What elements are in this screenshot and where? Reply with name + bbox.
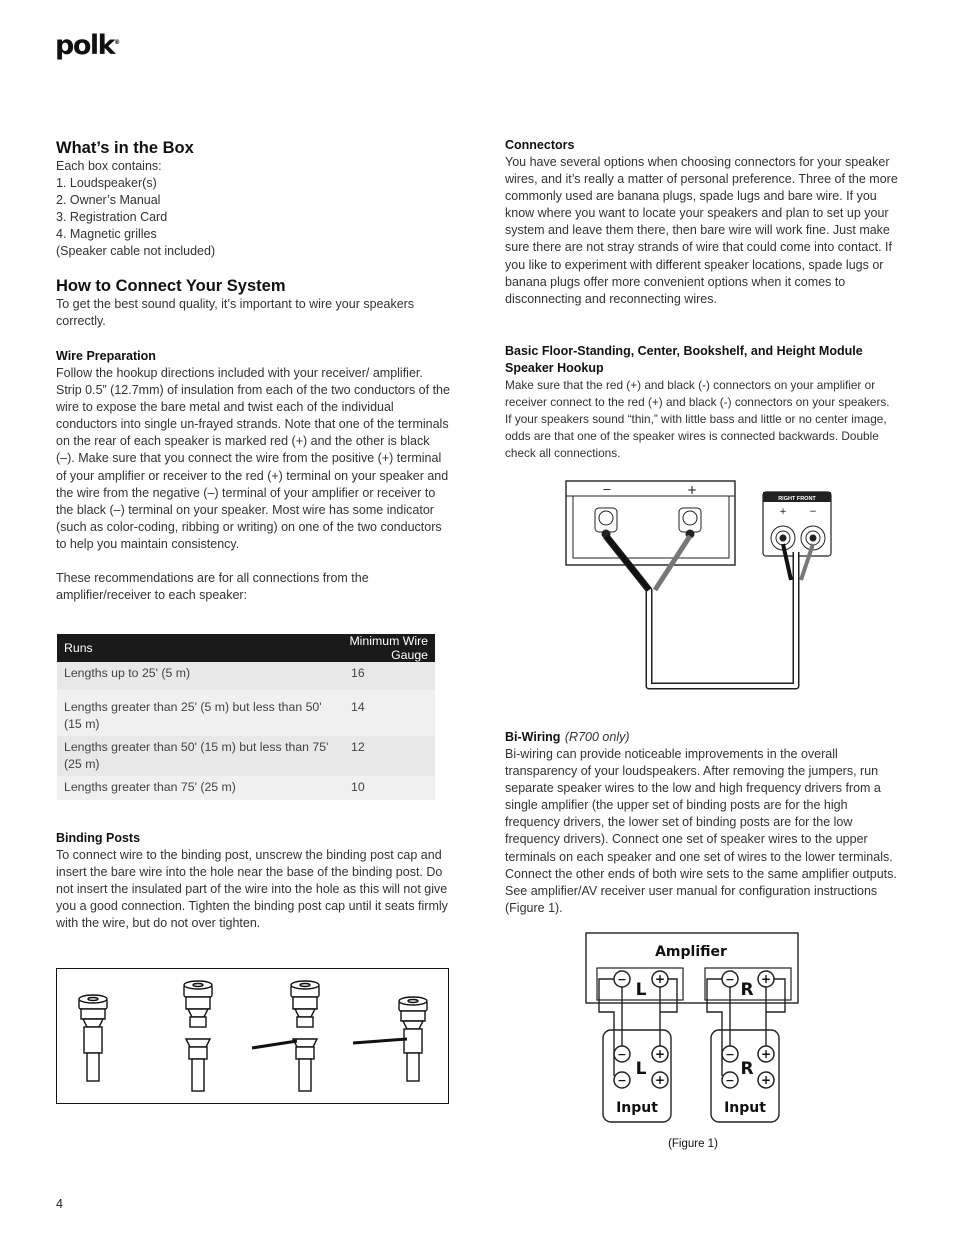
polk-logo: polk® [55, 30, 121, 61]
table-row [57, 662, 435, 690]
input-left-label: Input [616, 1100, 658, 1116]
box-contents-list [56, 175, 450, 260]
whats-in-box-section [56, 138, 450, 261]
amp-minus-label: − [602, 483, 612, 496]
amp-left-plus: + [654, 972, 666, 986]
table-cell-gauge: 16 [337, 662, 435, 690]
speaker-panel-label: RIGHT FRONT [778, 496, 816, 502]
page-number: 4 [56, 1197, 63, 1211]
speaker-plus-label: + [779, 507, 787, 517]
table-cell-gauge: 10 [337, 776, 435, 800]
connectors-section [505, 137, 899, 308]
table-header-runs: Runs [57, 634, 337, 662]
biwiring-note: (R700 only) [564, 730, 630, 744]
biwiring-section [505, 728, 899, 917]
connectors-heading: Connectors [505, 138, 575, 152]
table-cell-run: Lengths greater than 75' (25 m) [57, 776, 337, 800]
list-item: 2. Owner’s Manual [56, 193, 161, 208]
binding-posts-figure [56, 968, 449, 1104]
input-left-plus-top: + [654, 1047, 666, 1061]
input-right-plus-top: + [760, 1047, 772, 1061]
table-cell-run: Lengths greater than 25' (5 m) but less than 50' (15 m) [57, 690, 337, 736]
connect-section [56, 276, 450, 330]
table-row [57, 736, 435, 776]
list-item: 3. Registration Card [56, 210, 168, 225]
whats-in-box-heading: What’s in the Box [56, 139, 194, 157]
list-item: (Speaker cable not included) [56, 244, 216, 259]
table-row [57, 776, 435, 800]
list-item: 4. Magnetic grilles [56, 227, 157, 242]
amplifier-label: Amplifier [655, 944, 727, 960]
amp-right-channel: R [740, 980, 754, 1000]
amp-left-minus: − [617, 973, 627, 986]
wire-gauge-table [57, 634, 435, 800]
input-left-minus-top: − [617, 1048, 627, 1061]
connect-heading: How to Connect Your System [56, 277, 286, 295]
input-right-channel: R [740, 1059, 754, 1079]
table-cell-gauge: 14 [337, 690, 435, 736]
basic-hookup-body: Make sure that the red (+) and black (-) connectors on your amplifier or receiver connect to the red (+) and black (-) connectors on your speakers. If your speakers sound “thin,” with little bass and little or no center image, odds are that one of the speaker wires is connected backwards. Double check all connections. [505, 378, 890, 461]
input-right-label: Input [724, 1100, 766, 1116]
connect-intro: To get the best sound quality, it’s important to wire your speakers correctly. [56, 297, 415, 329]
wire-prep-body: Follow the hookup directions included with your receiver/ amplifier. Strip 0.5” (12.7mm) of insulation from each of the two conductors of the wire to expose the bare metal and twist each of the individual conductors into single un-frayed strands. Note that one of the terminals on the rear of each speaker is marked red (+) and the other is black (–). Make sure that you connect the wire from the positive (+) terminal of your amplifier or receiver to the red (+) terminal on your speaker and the wire from the negative (–) terminal of your amplifier or receiver to the black (–) terminal on your speaker. Most wire has some indicator (such as color-coding, ribbing or writing) on one of the two conductors to help you maintain consistency. [56, 366, 450, 551]
table-header-row [57, 634, 435, 662]
hookup-diagram [565, 480, 865, 692]
input-left-channel: L [635, 1059, 647, 1079]
figure-1-caption: (Figure 1) [668, 1138, 718, 1150]
input-right-plus-bottom: + [760, 1073, 772, 1087]
connectors-body: You have several options when choosing connectors for your speaker wires, and it’s really a matter of personal preference. Three of the more commonly used are banana plugs, spade lugs and bare wire. If you know where you want to locate your speakers and plan to set up your system and leave them there, then bare wire will work fine. Just make sure there are not stray strands of wire that could come into contact. If you like to experiment with different speaker locations, spade lugs or banana plugs offer more convenient options when it comes to disconnecting and reconnecting wires. [505, 155, 898, 306]
list-item: 1. Loudspeaker(s) [56, 176, 157, 191]
wire-prep-recommend: These recommendations are for all connections from the amplifier/receiver to each speaker: [56, 571, 369, 603]
binding-posts-heading: Binding Posts [56, 831, 141, 845]
binding-posts-body: To connect wire to the binding post, unscrew the binding post cap and insert the bare wire into the hole near the base of the binding post. Do not insert the insulated part of the wire into the hole as this will not give you a good connection. Tighten the binding post cap until it seats firmly with the wire, but do not over tighten. [56, 848, 448, 931]
input-left-plus-bottom: + [654, 1073, 666, 1087]
figure-1-biwiring-diagram [585, 932, 801, 1124]
biwiring-body: Bi-wiring can provide noticeable improvements in the overall transparency of your loudspeakers. After removing the jumpers, run separate speaker wires to the low and high frequency drivers from a single amplifier (the upper set of binding posts are for the high frequency drivers, the lower set of binding posts are for the low frequency drivers). Connect one set of speaker wires to the upper terminals on each speaker and one set of wires to the lower terminals. Connect the other ends of both wire sets to the same amplifier outputs. See amplifier/AV receiver user manual for configuration instructions (Figure 1). [505, 747, 897, 915]
input-left-minus-bottom: − [617, 1074, 627, 1087]
wire-prep-heading: Wire Preparation [56, 349, 156, 363]
binding-posts-section [56, 830, 450, 932]
input-right-minus-bottom: − [725, 1074, 735, 1087]
logo-text: polk [55, 30, 115, 61]
whats-in-box-intro: Each box contains: [56, 159, 162, 173]
table-cell-gauge: 12 [337, 736, 435, 776]
input-right-minus-top: − [725, 1048, 735, 1061]
amp-left-channel: L [635, 980, 647, 1000]
binding-posts-illustration [57, 969, 448, 1103]
table-cell-run: Lengths up to 25' (5 m) [57, 662, 337, 690]
amp-plus-label: + [686, 483, 698, 497]
amp-right-minus: − [725, 973, 735, 986]
table-cell-run: Lengths greater than 50' (15 m) but less than 75' (25 m) [57, 736, 337, 776]
wire-prep-section [56, 348, 450, 604]
biwiring-heading: Bi-Wiring [505, 730, 561, 744]
table-row [57, 690, 435, 736]
speaker-minus-label: − [809, 507, 817, 517]
basic-hookup-section [505, 343, 899, 462]
amp-right-plus: + [760, 972, 772, 986]
table-header-gauge: Minimum Wire Gauge [337, 634, 435, 662]
basic-hookup-heading: Basic Floor-Standing, Center, Bookshelf, and Height Module Speaker Hookup [505, 344, 863, 375]
